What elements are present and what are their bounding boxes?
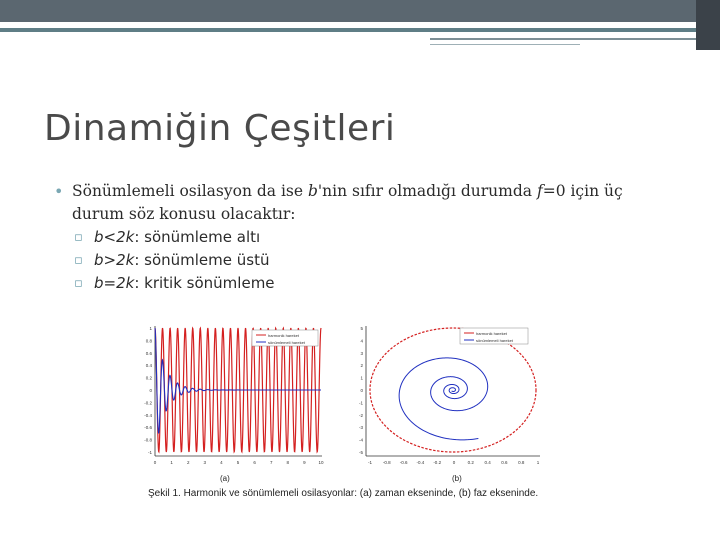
panel-a-label: (a): [220, 474, 230, 483]
sub-bullet-text: : sönümleme üstü: [134, 251, 270, 269]
harmonic-phase-orbit: [370, 328, 536, 452]
panel-a-y-ticks: [144, 326, 152, 455]
y-tick-label: -1: [358, 400, 363, 406]
sub-bullet-overdamped: [54, 249, 674, 272]
header-corner-block: [696, 0, 720, 50]
y-tick-label: -5: [358, 450, 363, 455]
sub-bullet-text: : sönümleme altı: [134, 228, 261, 246]
y-tick-label: 3: [360, 350, 363, 356]
x-tick-label: 10: [318, 460, 324, 465]
panel-a-x-ticks: [154, 460, 324, 465]
sub-bullet-critical: [54, 272, 674, 295]
x-tick-label: 6: [253, 460, 256, 465]
sub-bullet-square-icon: ▫: [74, 276, 83, 291]
y-tick-label: 0.8: [145, 338, 152, 344]
x-tick-label: 0.6: [501, 460, 508, 465]
panel-a: [144, 326, 324, 483]
panel-b-y-ticks: [359, 326, 364, 455]
legend-damped-label: sönümlemeli hareket: [268, 340, 305, 345]
sub-bullet-text: : kritik sönümleme: [134, 274, 275, 292]
legend-harmonic-label: harmonik hareket: [268, 333, 299, 338]
x-tick-label: -0.2: [433, 460, 442, 465]
main-bullet: [54, 180, 674, 226]
damped-phase-spiral: [399, 358, 488, 440]
panel-a-legend: [252, 330, 318, 346]
y-tick-label: 1: [149, 326, 152, 331]
y-tick-label: -0.6: [144, 425, 152, 431]
header-rule-main: [0, 28, 696, 32]
legend-harmonic-label: harmonik hareket: [476, 331, 507, 336]
y-tick-label: 0: [149, 388, 152, 393]
x-tick-label: 2: [186, 460, 190, 465]
x-tick-label: 0.2: [467, 460, 474, 465]
x-tick-label: 1: [170, 460, 173, 465]
sub-bullet-square-icon: ▫: [74, 230, 83, 245]
y-tick-label: -0.2: [144, 400, 152, 406]
x-tick-label: -0.6: [399, 460, 408, 465]
bullet-prefix: Sönümlemeli osilasyon da ise: [72, 182, 308, 200]
figure-caption: Şekil 1. Harmonik ve sönümlemeli osilasyonlar: (a) zaman ekseninde, (b) faz ekseninde.: [148, 488, 539, 499]
y-tick-label: 0: [360, 388, 363, 393]
panel-b-label: (b): [452, 474, 462, 483]
x-tick-label: 0.4: [484, 460, 491, 465]
x-tick-label: 4: [220, 460, 223, 465]
y-tick-label: 4: [360, 338, 363, 344]
x-tick-label: 3: [203, 460, 207, 465]
x-tick-label: 0: [153, 460, 157, 465]
y-tick-label: 5: [360, 326, 363, 331]
y-tick-label: 2: [360, 363, 363, 369]
panel-b-legend: [460, 328, 528, 344]
sub-bullet-expr: b=2k: [94, 274, 135, 292]
x-tick-label: 9: [303, 460, 306, 465]
bullet-mid2: =0 için üç: [542, 182, 623, 200]
y-tick-label: 0.2: [145, 375, 152, 381]
y-tick-label: -0.8: [144, 437, 152, 443]
x-tick-label: 0: [452, 460, 456, 465]
header-bar: [0, 0, 720, 22]
x-tick-label: 0.8: [518, 460, 525, 465]
panel-b-x-ticks: [368, 460, 540, 465]
bullet-mid1: 'nin sıfır olmadığı durumda: [317, 182, 537, 200]
sub-bullet-square-icon: ▫: [74, 253, 83, 268]
y-tick-label: -0.4: [144, 412, 152, 418]
header-rule-secondary: [430, 38, 696, 40]
legend-damped-label: sönümlemeli hareket: [476, 338, 513, 343]
x-tick-label: 5: [236, 460, 240, 465]
header-rule-tertiary: [430, 44, 580, 45]
x-tick-label: -0.8: [382, 460, 391, 465]
y-tick-label: 0.6: [145, 350, 152, 356]
y-tick-label: 1: [360, 375, 363, 381]
x-tick-label: 7: [269, 460, 273, 465]
bullet-b-symbol: b: [307, 182, 318, 200]
y-tick-label: -3: [358, 425, 363, 431]
bullet-line2: durum söz konusu olacaktır:: [72, 205, 296, 223]
slide-body: [54, 180, 674, 295]
bullet-dot-icon: •: [54, 182, 64, 201]
bullet-f-symbol: f: [536, 182, 543, 200]
x-tick-label: 1: [536, 460, 540, 465]
panel-b: [359, 326, 540, 483]
slide-title: Dinamiğin Çeşitleri: [44, 108, 396, 149]
x-tick-label: -1: [367, 460, 373, 465]
sub-bullet-underdamped: [54, 226, 674, 249]
oscillation-figure: [140, 318, 560, 508]
x-tick-label: 8: [286, 460, 290, 465]
sub-bullet-expr: b<2k: [94, 228, 135, 246]
y-tick-label: -4: [358, 437, 363, 443]
x-tick-label: -0.4: [416, 460, 425, 465]
y-tick-label: -1: [147, 450, 152, 455]
sub-bullet-expr: b>2k: [94, 251, 135, 269]
y-tick-label: -2: [358, 412, 363, 418]
y-tick-label: 0.4: [145, 363, 152, 369]
